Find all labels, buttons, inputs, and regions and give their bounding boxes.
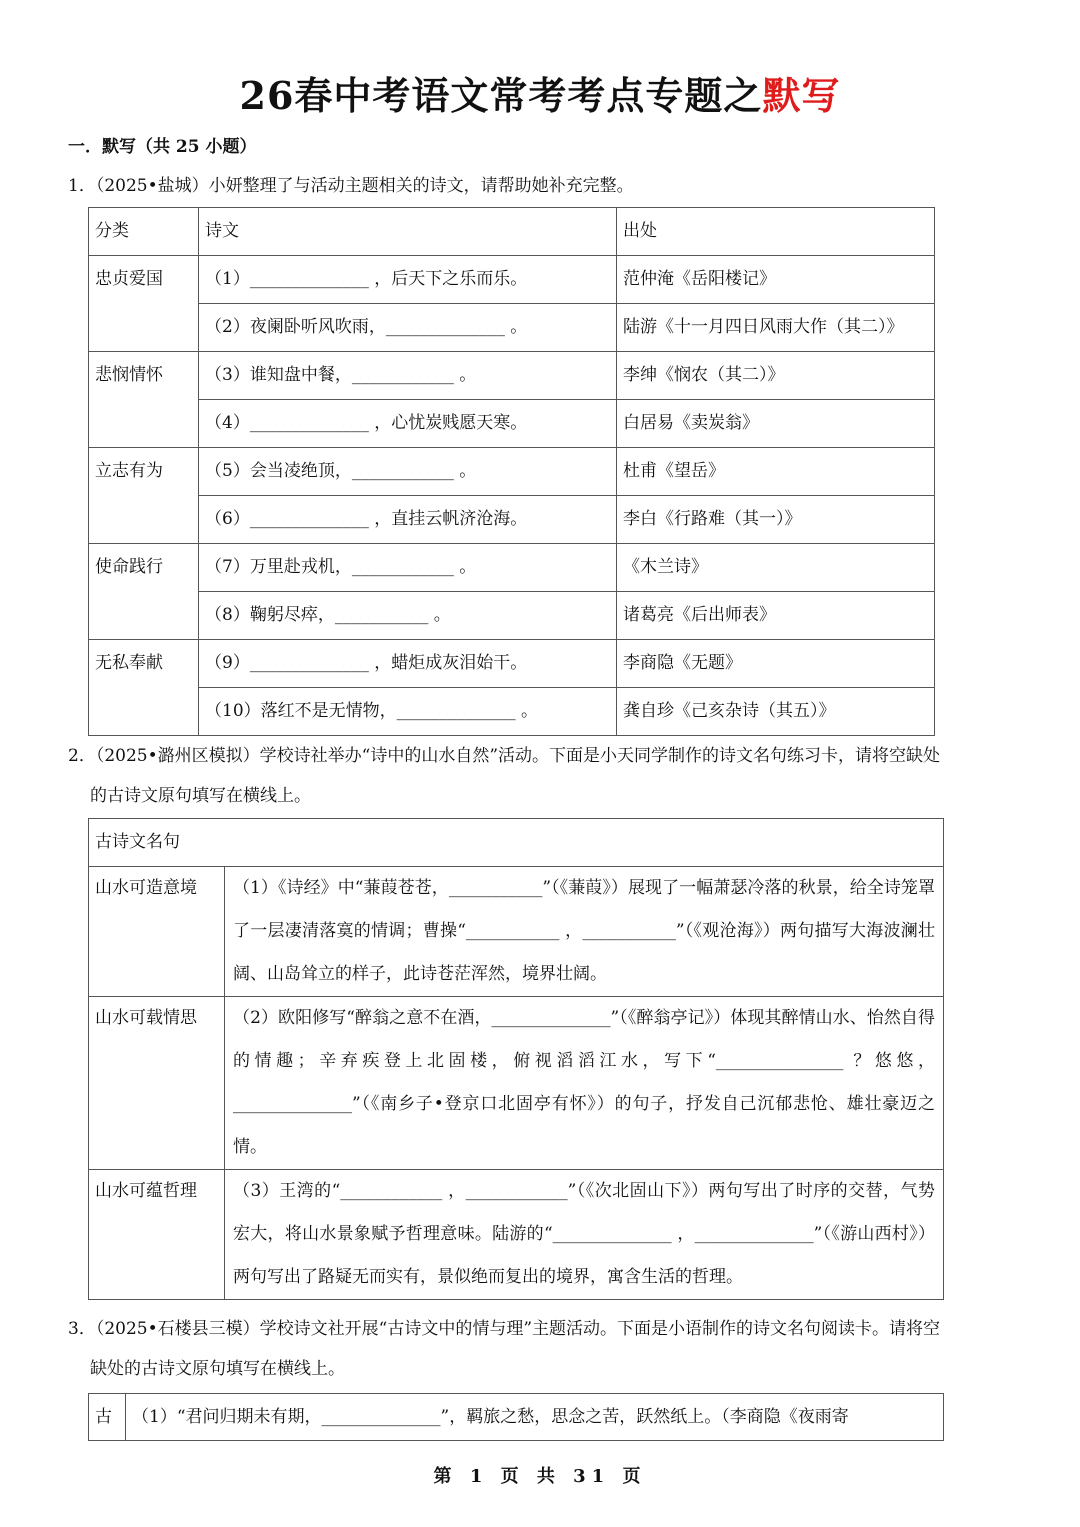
question-3 <box>68 1309 940 1389</box>
page-footer: 第 1 页 共 31 页 <box>433 1466 647 1487</box>
category-cell: 悲悯情怀 <box>89 352 199 448</box>
title-main: 26春中考语文常考考点专题之 <box>239 73 763 118</box>
q3-table <box>88 1393 944 1441</box>
question-prompt: 学校诗社举办“诗中的山水自然”活动。下面是小天同学制作的诗文名句练习卡，请将空缺处 <box>259 746 941 766</box>
source-cell: 李白《行路难（其一）》 <box>617 496 935 544</box>
table-header-row <box>89 208 935 256</box>
table-row <box>89 544 935 592</box>
question-1 <box>68 166 634 206</box>
category-cell: 立志有为 <box>89 448 199 544</box>
poem-cell: （10）落红不是无情物，______________ 。 <box>199 688 617 736</box>
category-cell: 山水可蕴哲理 <box>89 1170 225 1300</box>
poem-cell: （1）“君问归期未有期，______________”，羁旅之愁，思念之苦，跃然纸上。（李商隐《夜雨寄 <box>126 1394 944 1441</box>
q1-table <box>88 207 935 736</box>
category-cell: 无私奉献 <box>89 640 199 736</box>
question-source: （2025•盐城） <box>95 176 209 196</box>
source-cell: 李绅《悯农（其二）》 <box>617 352 935 400</box>
category-cell: 忠贞爱国 <box>89 256 199 352</box>
header-cell: 出处 <box>617 208 935 256</box>
table-row <box>89 496 935 544</box>
question-number: 1． <box>68 176 96 196</box>
category-cell: 使命践行 <box>89 544 199 640</box>
section-heading: 一．默写（共 25 小题） <box>68 137 257 157</box>
poem-cell: （9）______________ ，蜡炬成灰泪始干。 <box>199 640 617 688</box>
table-row <box>89 640 935 688</box>
poem-cell: （5）会当凌绝顶，____________ 。 <box>199 448 617 496</box>
source-cell: 龚自珍《己亥杂诗（其五）》 <box>617 688 935 736</box>
poem-cell: （2）夜阑卧听风吹雨，______________ 。 <box>199 304 617 352</box>
question-2 <box>68 736 940 816</box>
category-cell: 山水可造意境 <box>89 867 225 997</box>
question-source: （2025•潞州区模拟） <box>95 746 260 766</box>
source-cell: 《木兰诗》 <box>617 544 935 592</box>
category-cell: 古 <box>89 1394 126 1441</box>
poem-cell: （1）______________ ，后天下之乐而乐。 <box>199 256 617 304</box>
poem-cell: （6）______________ ，直挂云帆济沧海。 <box>199 496 617 544</box>
poem-cell: （3）谁知盘中餐，____________ 。 <box>199 352 617 400</box>
title-highlight: 默写 <box>762 73 841 118</box>
table-row <box>89 688 935 736</box>
header-cell: 诗文 <box>199 208 617 256</box>
poem-cell: （4）______________ ，心忧炭贱愿天寒。 <box>199 400 617 448</box>
table-row <box>89 448 935 496</box>
source-cell: 范仲淹《岳阳楼记》 <box>617 256 935 304</box>
table-row <box>89 256 935 304</box>
question-prompt: 小妍整理了与活动主题相关的诗文，请帮助她补充完整。 <box>208 176 634 196</box>
table-row <box>89 592 935 640</box>
category-cell: 山水可载情思 <box>89 997 225 1170</box>
header-cell: 分类 <box>89 208 199 256</box>
poem-cell: （8）鞠躬尽瘁，___________ 。 <box>199 592 617 640</box>
table-row <box>89 867 944 997</box>
page-title <box>0 66 1080 126</box>
table-row <box>89 304 935 352</box>
table-header-row <box>89 819 944 867</box>
source-cell: 诸葛亮《后出师表》 <box>617 592 935 640</box>
table-row <box>89 1394 944 1441</box>
question-prompt-continued: 缺处的古诗文原句填写在横线上。 <box>90 1359 345 1379</box>
question-source: （2025•石楼县三模） <box>95 1319 260 1339</box>
question-number: 2． <box>68 746 96 766</box>
table-row <box>89 400 935 448</box>
poem-cell: （3）王湾的“____________ ，____________”（《次北固山下》）两句写出了时序的交替，气势宏大，将山水景象赋予哲理意味。陆游的“______________ ，______________”（《游山西村》）两句写出了路疑无而实有，景似绝而复出的境界，寓含生活的哲理。 <box>225 1170 944 1300</box>
poem-cell: （7）万里赴戎机，____________ 。 <box>199 544 617 592</box>
poem-cell: （1）《诗经》中“蒹葭苍苍，___________”（《蒹葭》）展现了一幅萧瑟冷落的秋景，给全诗笼罩了一层凄清落寞的情调；曹操“___________ ，___________”（《观沧海》）两句描写大海波澜壮阔、山岛耸立的样子，此诗苍茫浑然，境界壮阔。 <box>225 867 944 997</box>
table-row <box>89 1170 944 1300</box>
source-cell: 李商隐《无题》 <box>617 640 935 688</box>
source-cell: 陆游《十一月四日风雨大作（其二）》 <box>617 304 935 352</box>
source-cell: 白居易《卖炭翁》 <box>617 400 935 448</box>
table-row <box>89 352 935 400</box>
table-row <box>89 997 944 1170</box>
source-cell: 杜甫《望岳》 <box>617 448 935 496</box>
question-number: 3． <box>68 1319 96 1339</box>
poem-cell: （2）欧阳修写“醉翁之意不在酒，______________”（《醉翁亭记》）体现其醉情山水、怡然自得的情趣；辛弃疾登上北固楼，俯视滔滔江水，写下“_______________ ？悠悠，______________”（《南乡子•登京口北固亭有怀》）的句子，抒发自己沉郁悲怆、雄壮豪迈之情。 <box>225 997 944 1170</box>
q2-table <box>88 818 944 1300</box>
header-cell: 古诗文名句 <box>89 819 944 867</box>
question-prompt: 学校诗文社开展“古诗文中的情与理”主题活动。下面是小语制作的诗文名句阅读卡。请将空 <box>259 1319 941 1339</box>
question-prompt-continued: 的古诗文原句填写在横线上。 <box>90 786 311 806</box>
